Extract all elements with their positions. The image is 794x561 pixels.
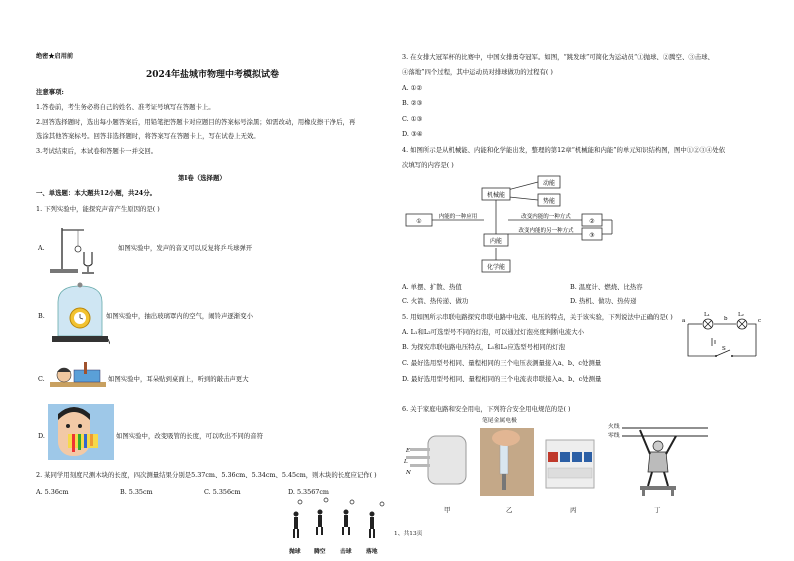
plug-label-n: N: [406, 470, 411, 476]
q5-option-a: A. L₁和L₂可选型号不同的灯泡，可以通过灯泡亮度判断电流大小: [402, 328, 585, 336]
q1-option-d-text: 如图实验中，改变吸管的长度，可以吹出不同的音符: [116, 432, 263, 440]
circuit-switch-label: S: [722, 346, 726, 352]
q6-stem: 6. 关于家庭电路和安全用电，下列符合安全用电规范的是( ): [402, 405, 571, 413]
mech-label: 机械能: [486, 192, 506, 199]
bell-jar-figure: [50, 282, 110, 346]
paper-title: 2024年盐城市物理中考模拟试卷: [146, 70, 280, 80]
q1-option-a-text: 如图实验中，发声的音叉可以反复将乒乓球弹开: [118, 244, 253, 252]
neutral-wire-label: 零线: [608, 433, 620, 439]
page-number: 1、共13页: [394, 531, 423, 537]
three-pin-plug-figure: [400, 430, 470, 500]
part-one-heading: 一、单选题：本大题共12小题，共24分。: [36, 189, 157, 197]
circuit-breaker-figure: [540, 434, 600, 494]
series-circuit-diagram: [682, 310, 762, 366]
tester-label: 笔尾金属电极: [482, 418, 517, 424]
volleyball-label-jump: 腾空: [314, 549, 326, 555]
q4-stem-line: 4. 如图所示是从机械能、内能和化学能出发，整理的第12章“机械能和内能”的单元知识结构图，图中①②③④处依: [402, 146, 726, 154]
q3-option-d: D. ③④: [402, 130, 423, 138]
marker-2: ②: [589, 218, 595, 225]
q5-option-b: B. 为探究串联电路电压特点，L₁和L₂应选型号相同的灯泡: [402, 343, 565, 351]
q2-option-d: D. 5.3567cm: [288, 488, 329, 496]
straw-flute-figure: [48, 404, 114, 460]
ear-on-table-figure: [48, 360, 108, 400]
q5-option-d: D. 最好选用型号相同、量程相同的三个电流表串联接入a、b、c处测量: [402, 375, 602, 383]
volleyball-label-hit: 击球: [340, 549, 352, 555]
caption-bing: 丙: [570, 506, 577, 514]
tuning-fork-figure: [48, 222, 106, 276]
q4-option-d: D. 热机、做功、热传递: [570, 297, 637, 305]
notice-item: 选涂其他答案标号。回答非选择题时，将答案写在答题卡上，写在试卷上无效。: [36, 132, 260, 140]
q1-option-b-text: 如图实验中，抽出玻璃罩内的空气，闹铃声逐渐变小: [106, 312, 253, 320]
q5-stem: 5. 用如图所示串联电路探究串联电路中电流、电压的特点，关于该实验，下列说法中正确的是( ): [402, 313, 673, 321]
circuit-c-label: c: [758, 318, 762, 324]
volleyball-serve-figure: [282, 496, 394, 546]
caption-jia: 甲: [444, 506, 451, 514]
live-wire-label: 火线: [608, 424, 620, 430]
circuit-l1-label: L₁: [704, 312, 710, 318]
app-label: 内能的一种应用: [438, 214, 478, 220]
q1-stem: 1. 下列实验中，能探究声音产生原因的是( ): [36, 205, 160, 213]
notice-item: 2.回答选择题时，选出每小题答案后，用铅笔把答题卡对应题目的答案标号涂黑；如需改动，用橡皮擦干净后，再: [36, 118, 356, 126]
volleyball-label-land: 落地: [366, 549, 378, 555]
q4-stem-line: 次填写的内容是( ): [402, 161, 454, 169]
marker-1: ①: [416, 218, 422, 225]
secret-label: 绝密★启用前: [36, 53, 74, 60]
volume-title: 第I卷（选择题）: [178, 174, 226, 182]
q4-option-b: B. 温度计、燃烧、比热容: [570, 283, 643, 291]
q1-option-d-label: D.: [38, 432, 45, 440]
way2-label: 改变内能的另一种方式: [518, 228, 574, 234]
q3-option-a: A. ①②: [402, 84, 423, 92]
q1-option-c-text: 如图实验中，耳朵贴到桌面上，听到的敲击声更大: [108, 375, 249, 383]
volleyball-label-toss: 抛球: [289, 549, 301, 555]
q5-option-c: C. 最好选用型号相同、量程相同的三个电压表测量接入a、b、c处测量: [402, 359, 602, 367]
marker-3: ③: [589, 232, 595, 239]
q3-stem-line: ④落地”四个过程，其中运动员对排球做功的过程有( ): [402, 68, 553, 76]
q4-option-c: C. 火箭、热传递、做功: [402, 297, 469, 305]
circuit-b-label: b: [724, 316, 728, 322]
q2-option-a: A. 5.36cm: [36, 488, 69, 496]
q2-option-c: C. 5.356cm: [204, 488, 241, 496]
q3-option-c: C. ①③: [402, 115, 423, 123]
q2-option-b: B. 5.35cm: [120, 488, 153, 496]
test-pencil-figure: [480, 428, 534, 496]
chemical-label: 化学能: [486, 264, 506, 271]
plug-label-e: E: [406, 448, 411, 454]
q3-stem-line: 3. 在女排大冠军杯的比赛中，中国女排勇夺冠军。如图，“跳发球”可简化为运动员“①抛球、②腾空、③击球、: [402, 53, 714, 61]
q3-option-b: B. ②③: [402, 99, 423, 107]
potential-label: 势能: [542, 198, 556, 205]
q1-option-b-label: B.: [38, 312, 45, 320]
knowledge-structure-diagram: [402, 172, 632, 280]
circuit-l2-label: L₂: [738, 312, 744, 318]
caption-yi: 乙: [506, 506, 513, 514]
q1-option-a-label: A.: [38, 244, 45, 252]
notice-heading: 注意事项:: [36, 88, 64, 96]
circuit-a-label: a: [682, 318, 686, 324]
q4-option-a: A. 单摆、扩散、热值: [402, 283, 462, 291]
caption-ding: 丁: [654, 506, 661, 514]
internal-label: 内能: [489, 238, 503, 245]
notice-item: 3.考试结束后，本试卷和答题卡一并交回。: [36, 147, 158, 155]
q2-stem: 2. 某同学用刻度尺测木块的长度，四次测量结果分别是5.37cm、5.36cm、5.34cm、5.45cm，则木块的长度应记作( ): [36, 471, 377, 479]
notice-item: 1.答卷前，考生务必将自己的姓名、准考证号填写在答题卡上。: [36, 103, 215, 111]
way1-label: 改变内能的一种方式: [521, 214, 571, 220]
kinetic-label: 动能: [542, 180, 556, 187]
q1-option-c-label: C.: [38, 375, 45, 383]
plug-label-l: L: [404, 459, 408, 465]
wire-touch-figure: [622, 420, 708, 498]
